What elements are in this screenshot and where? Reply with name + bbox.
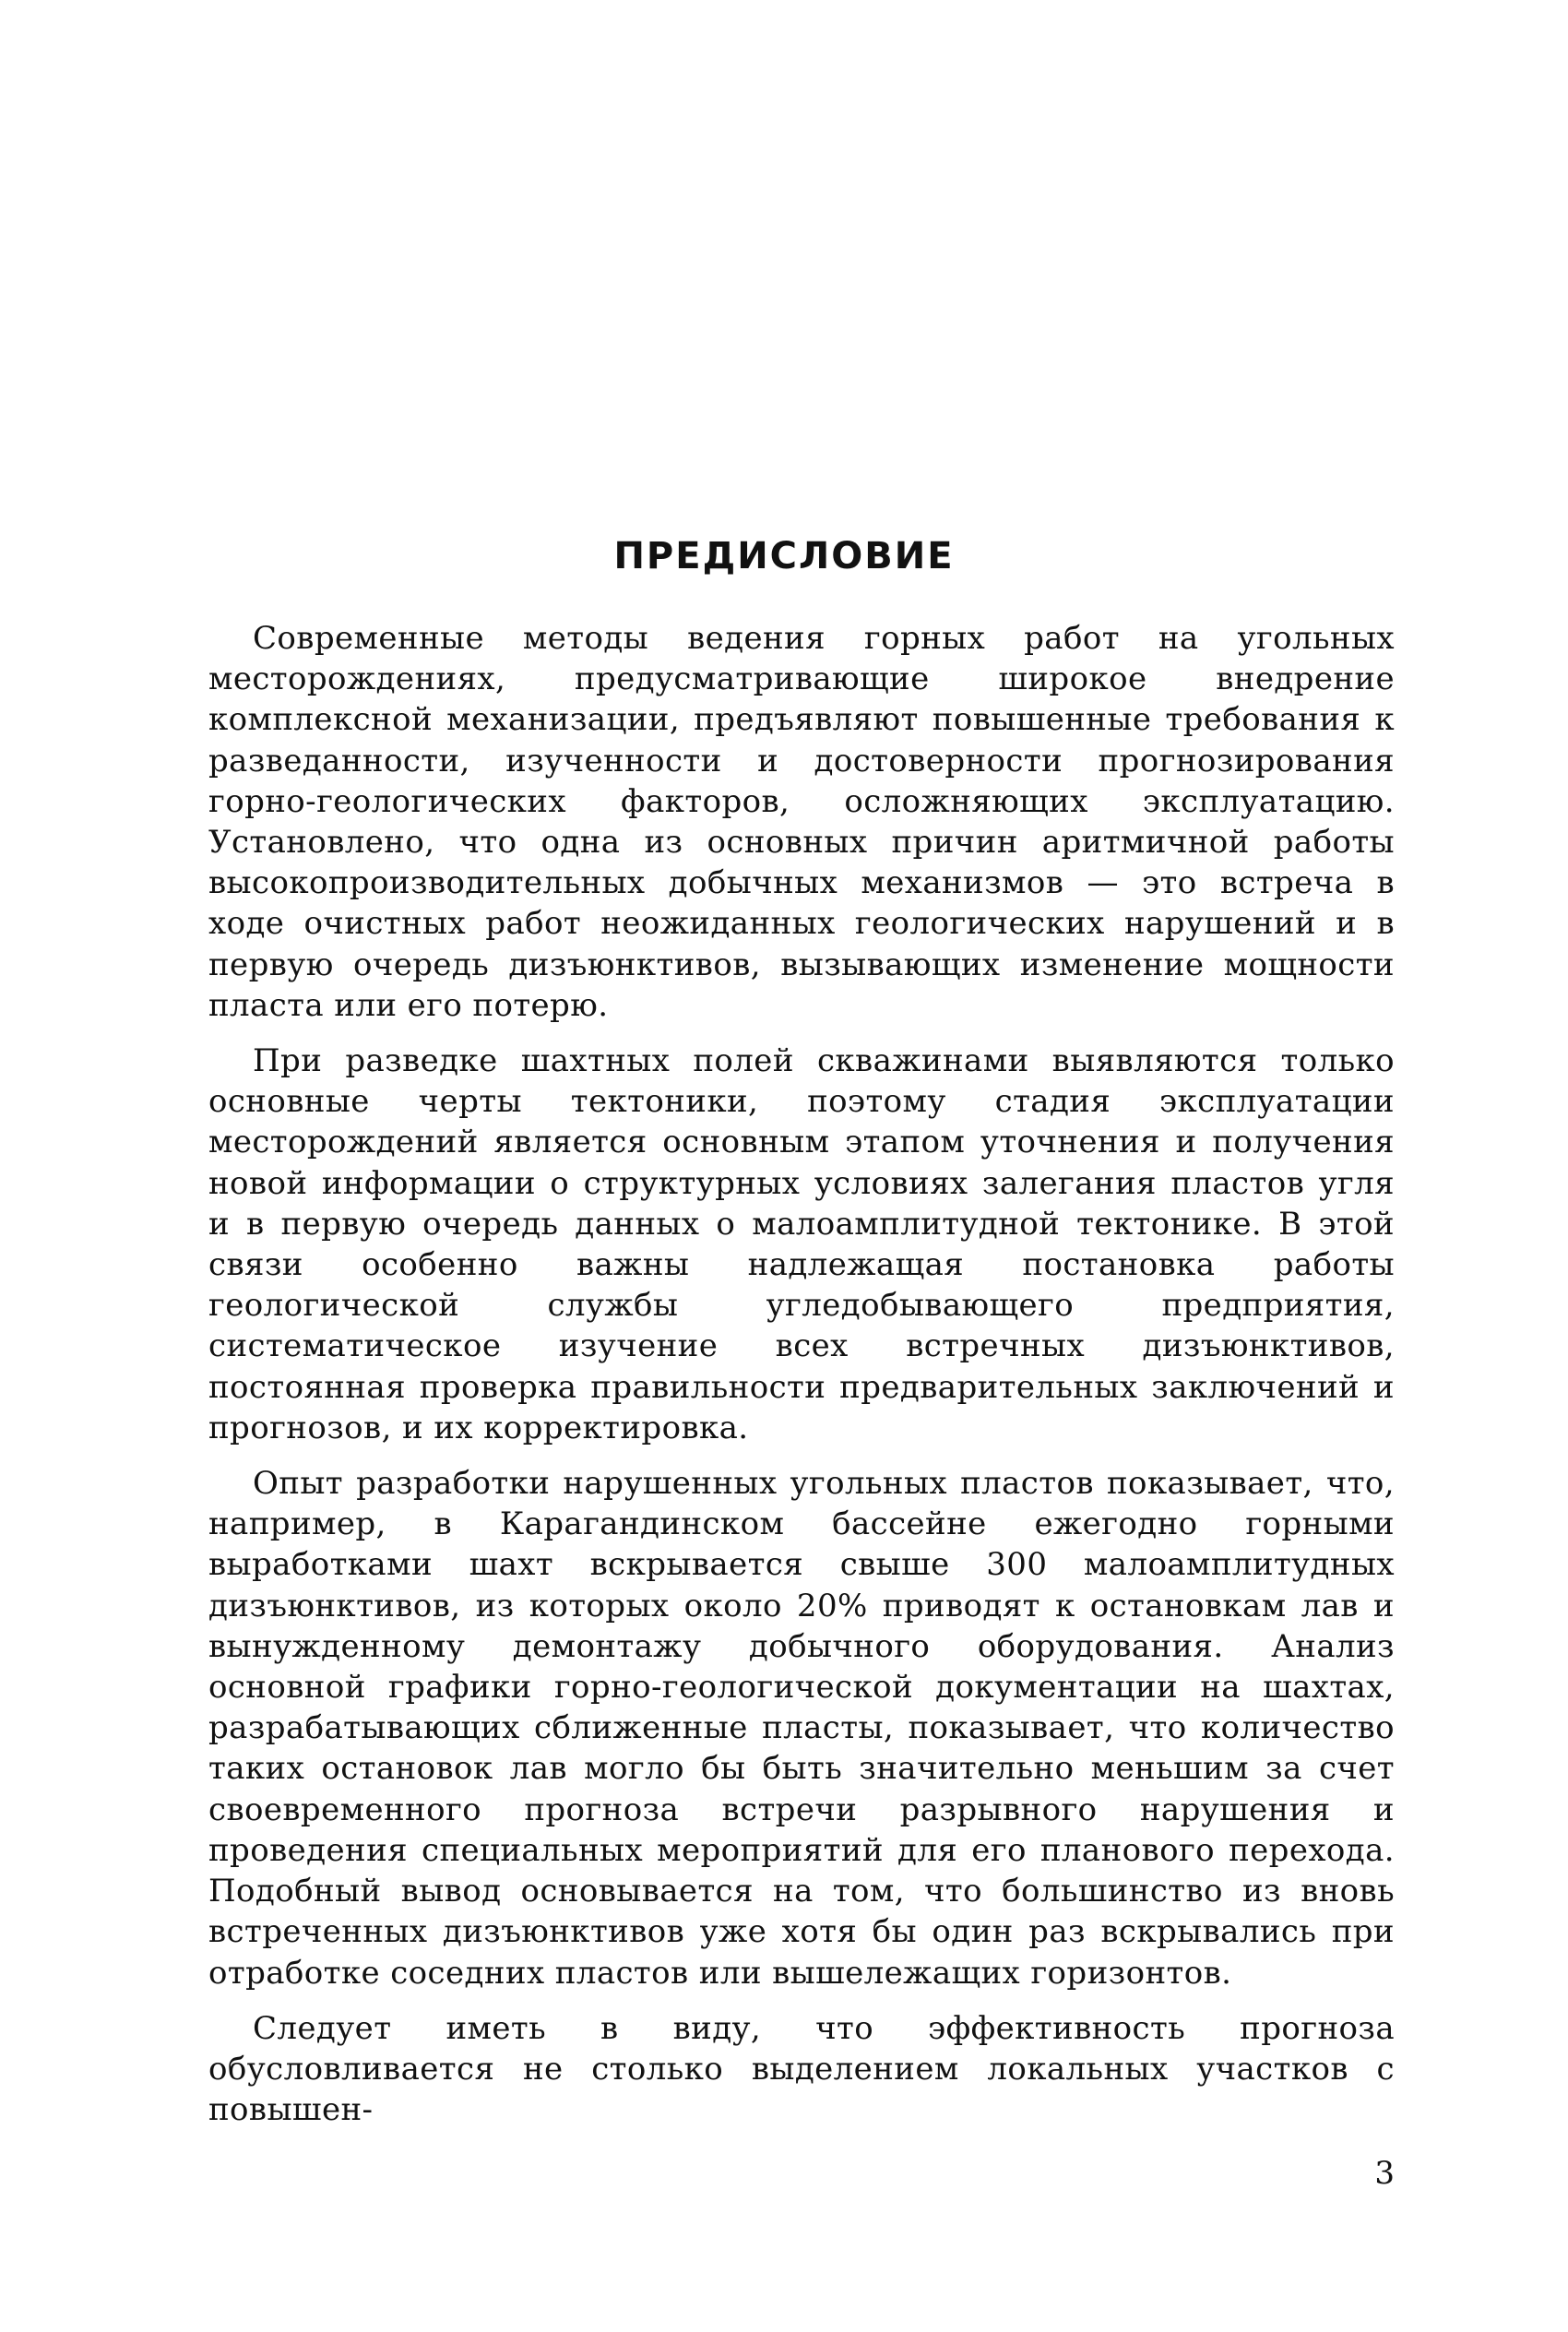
paragraph-4: Следует иметь в виду, что эффективность прогноза обусловливается не столько выделением локальных участков с повышен- [208, 2009, 1395, 2129]
body-text [208, 618, 1395, 2130]
paragraph-3: Опыт разработки нарушенных угольных пластов показывает, что, например, в Карагандинском бассейне ежегодно горными выработками шахт вскрывается свыше 300 малоамплитудных дизъюнктивов, из которых около 20% приводят к остановкам лав и вынужденному демонтажу добычного оборудования. Анализ основной графики горно-геологической документации на шахтах, разрабатывающих сближенные пласты, показывает, что количество таких остановок лав могло бы быть значительно меньшим за счет своевременного прогноза встречи разрывного нарушения и проведения специальных мероприятий для его планового перехода. Подобный вывод основывается на том, что большинство из вновь встреченных дизъюнктивов уже хотя бы один раз вскрывались при отработке соседних пластов или вышележащих горизонтов. [208, 1465, 1395, 1992]
page-title: ПРЕДИСЛОВИЕ [613, 535, 955, 577]
paragraph-1: Современные методы ведения горных работ на угольных месторождениях, предусматривающие широкое внедрение комплексной механизации, предъявляют повышенные требования к разведанности, изученности и достоверности прогнозирования горно-геологических факторов, осложняющих эксплуатацию. Установлено, что одна из основных причин аритмичной работы высокопроизводительных добычных механизмов — это встреча в ходе очистных работ неожиданных геологических нарушений и в первую очередь дизъюнктивов, вызывающих изменение мощности пласта или его потерю. [208, 620, 1395, 1024]
paragraph-2: При разведке шахтных полей скважинами выявляются только основные черты тектоники, поэтому стадия эксплуатации месторождений является основным этапом уточнения и получения новой информации о структурных условиях залегания пластов угля и в первую очередь данных о малоамплитудной тектонике. В этой связи особенно важны надлежащая постановка работы геологической службы угледобывающего предприятия, систематическое изучение всех встречных дизъюнктивов, постоянная проверка правильности предварительных заключений и прогнозов, и их корректировка. [208, 1042, 1395, 1446]
page-number: 3 [1374, 2155, 1395, 2192]
